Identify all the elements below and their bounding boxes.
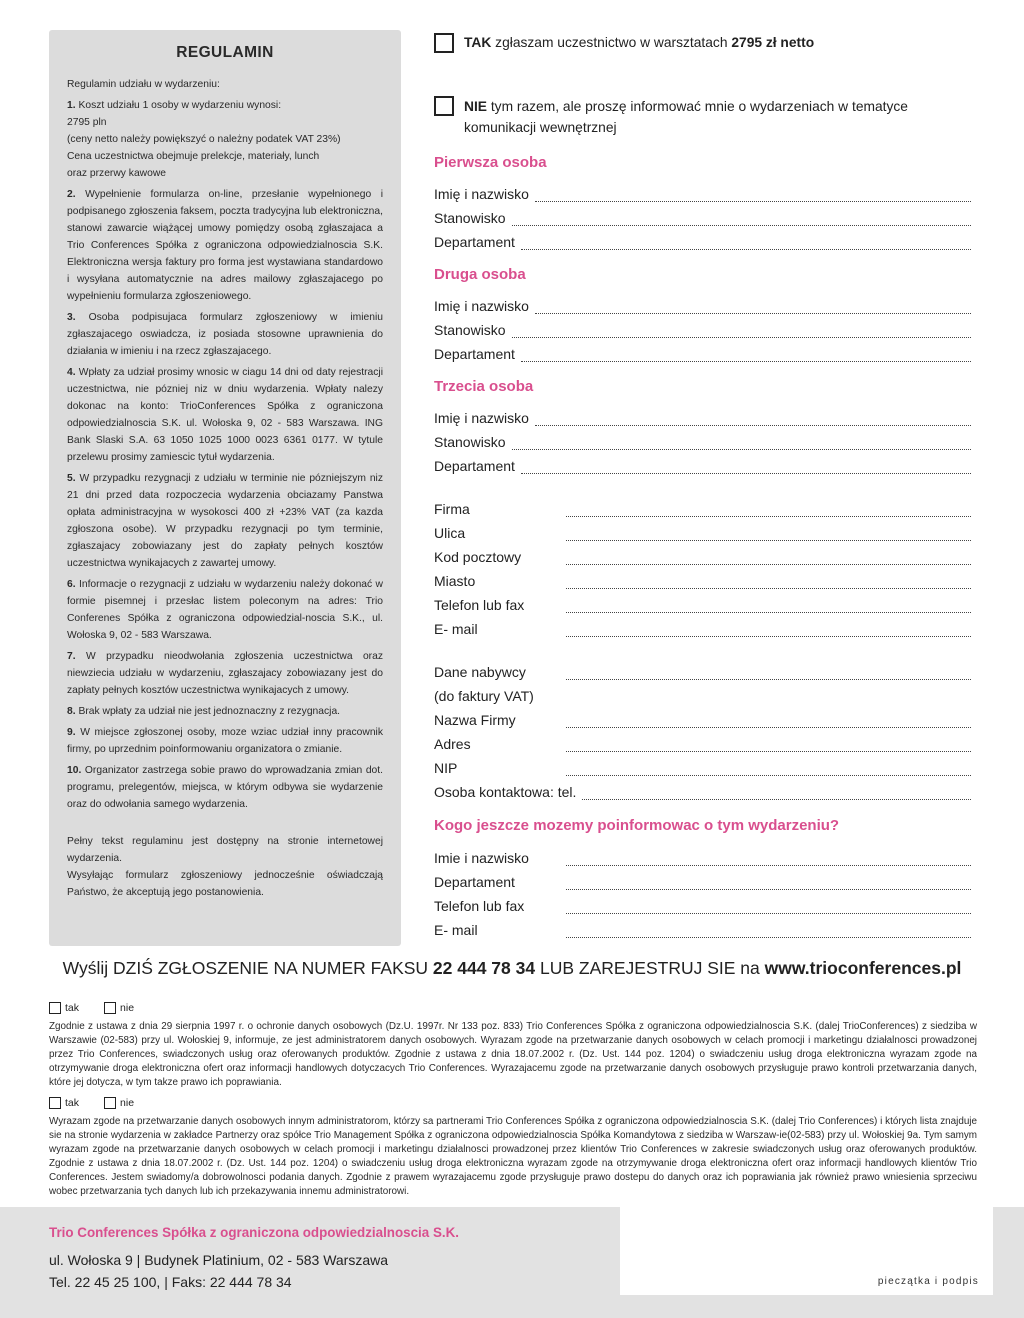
person-2-department-field[interactable]: Departament — [434, 342, 971, 362]
regulamin-p3: 3. Osoba podpisujaca formularz zgłoszeniowy w imieniu zgłaszajacego oswiadcza, iz posiada stosowne uprawnienia do działania w imieniu i na rzecz zgłaszajacego. — [67, 312, 383, 357]
stamp-label: pieczątka i podpis — [877, 1276, 979, 1287]
street-field[interactable]: Ulica — [434, 521, 971, 541]
option-tak[interactable] — [434, 33, 814, 53]
consent-2-text: Wyrazam zgode na przetwarzanie danych osobowych innym administratorom, którzy sa partnerami Trio Conferences Spółka z ograniczona odpowiedzialnoscia S.K. (dalej Trio Conferences) i których lista znajduje sie na stronie wydarzenia w zakładce Partnerzy oraz spółce Trio Management Spółka z ograniczona odpowiedzialnoscia Spółka Komandytowa z siedziba w Warszaw-ie(02-583) przy ul. Wołoskiej 9a. Tym samym wyrazam zgode na przetwarzanie danych osobowych w celach promocji i marketingu działalnosci prowadzonej przez klientów Trio Conferences w zakresie swiadczonych usług oraz oferowanych produktów. Zgodnie z ustawa z dnia 18.07.2002 r. (Dz. Ust. 144 poz. 1204) o swiadczeniu usług droga elektroniczna wyrazam zgode na otrzymywanie droga elektroniczna ofert oraz informacji handlowych klientów Trio Conferences. Jestem swiadomy/a dobrowolnosci podania danych. Zgodnie z prawem wyrazajacemu zgode przysługuje prawo dostepu do danych oraz ich poprawiania jak również prawo wniesienia sprzeciwu wobec przetwarzania tych danych lub ich przekazywania innemu administratorowi. — [49, 1116, 977, 1197]
email-field[interactable]: E- mail — [434, 617, 971, 637]
person-3-title: Trzecia osoba — [434, 378, 534, 395]
nie-label: NIE tym razem, ale proszę informować mnie o wydarzeniach w tematyce komunikacji wewnętrznej — [464, 99, 908, 135]
buyer-address-field[interactable]: Adres — [434, 732, 971, 752]
fax-number: 22 444 78 34 — [432, 958, 536, 978]
buyer-data-field[interactable]: Dane nabywcy — [434, 660, 971, 680]
consent-2-tak-checkbox[interactable] — [49, 1097, 61, 1109]
person-3-position-field[interactable]: Stanowisko — [434, 430, 971, 450]
tak-checkbox[interactable] — [434, 33, 454, 53]
phone-fax-field[interactable]: Telefon lub fax — [434, 593, 971, 613]
inform-email-field[interactable]: E- mail — [434, 918, 971, 938]
nie-checkbox[interactable] — [434, 96, 454, 116]
website-link[interactable]: www.trioconferences.pl — [764, 958, 962, 978]
consent-1-nie-checkbox[interactable] — [104, 1002, 116, 1014]
buyer-company-name-field[interactable]: Nazwa Firmy — [434, 708, 971, 728]
consent-2 — [49, 1097, 977, 1199]
footer — [0, 1207, 1024, 1318]
regulamin-title: REGULAMIN — [176, 44, 274, 61]
footer-company: Trio Conferences Spółka z ograniczona odpowiedzialnoscia S.K. — [49, 1225, 459, 1240]
regulamin-intro: Regulamin udziału w wydarzeniu: — [67, 79, 220, 90]
person-1-department-field[interactable]: Departament — [434, 230, 971, 250]
regulamin-p2: 2. Wypełnienie formularza on-line, przesłanie wypełnionego i podpisanego zgłoszenia faksem, poczta tradycyjna lub elektroniczna, stanowi zawarcie wiążącej umowy pomiędzy osobą zgłaszajaca a Trio Conferences Spółka z ograniczona odpowiedzialnoscia S.K. Elektroniczna wersja faktury pro forma jest wystawiana standardowo i wysyłana automatycznie na adres mailowy zgłaszajacego po wypełnieniu formularza zgłoszeniowego. — [67, 189, 383, 302]
footer-phone: Tel. 22 45 25 100, | Faks: 22 444 78 34 — [49, 1274, 292, 1290]
regulamin-p5: 5. W przypadku rezygnacji z udziału w terminie nie pózniejszym niz 21 dni przed data rozpoczecia wydarzenia obciazamy Panstwa opłata administracyjna w wysokosci 400 zł +23% VAT (za kazda zgłoszona osobe). W przypadku rezygnacji po tym terminie, zgłaszajacy zobowiazany jest do zapłaty pełnych kosztów uczestnictwa wynikajacych z zawartej umowy. — [67, 473, 383, 569]
person-2-title: Druga osoba — [434, 266, 526, 283]
regulamin-p9: 9. W miejsce zgłoszonej osoby, moze wziac udział inny pracownik firmy, po uprzednim poinformowaniu organizatora o zmianie. — [67, 727, 383, 755]
person-2-name-field[interactable]: Imię i nazwisko — [434, 294, 971, 314]
postal-code-field[interactable]: Kod pocztowy — [434, 545, 971, 565]
stamp-signature-box — [620, 1207, 993, 1295]
buyer-contact-field[interactable]: Osoba kontaktowa: tel. — [434, 780, 971, 800]
regulamin-panel — [49, 30, 401, 946]
regulamin-p1-price: 2795 pln — [67, 117, 107, 128]
person-3-name-field[interactable]: Imię i nazwisko — [434, 406, 971, 426]
tak-label: TAK zgłaszam uczestnictwo w warsztatach 2795 zł netto — [464, 35, 815, 50]
regulamin-p1-includes: Cena uczestnictwa obejmuje prelekcje, materiały, lunch — [67, 151, 320, 162]
consent-2-nie-checkbox[interactable] — [104, 1097, 116, 1109]
regulamin-p7: 7. W przypadku nieodwołania zgłoszenia uczestnictwa oraz niewziecia udziału w wydarzeniu, zgłaszajacy zobowiazany jest do zapłaty pełnych kosztów uczestnictwa wynikajacych z umowy. — [67, 651, 383, 696]
footer-address: ul. Wołoska 9 | Budynek Platinium, 02 - 583 Warszawa — [49, 1252, 389, 1268]
consent-2-options: tak nie — [49, 1097, 977, 1109]
inform-title: Kogo jeszcze mozemy poinformowac o tym wydarzeniu? — [434, 817, 840, 834]
regulamin-footer-b: Wysyłając formularz zgłoszeniowy jednocześnie oświadczają Państwo, że akceptują jego postanowienia. — [67, 870, 383, 898]
city-field[interactable]: Miasto — [434, 569, 971, 589]
fax-banner: Wyślij DZIŚ ZGŁOSZENIE NA NUMER FAKSU 22 444 78 34 LUB ZAREJESTRUJ SIE na www.trioconferences.pl — [62, 958, 962, 978]
consent-1-tak-checkbox[interactable] — [49, 1002, 61, 1014]
buyer-nip-field[interactable]: NIP — [434, 756, 971, 776]
inform-phone-field[interactable]: Telefon lub fax — [434, 894, 971, 914]
regulamin-p6: 6. Informacje o rezygnacji z udziału w wydarzeniu należy dokonać w formie pisemnej i przesłac listem poleconym na adres: Trio Conferenes Spółka z ograniczona odpowiedzial-noscia S.K., ul. Wołoska 9, 02 - 583 Warszawa. — [67, 579, 383, 641]
inform-name-field[interactable]: Imie i nazwisko — [434, 846, 971, 866]
person-3-department-field[interactable]: Departament — [434, 454, 971, 474]
regulamin-p1: 1. Koszt udziału 1 osoby w wydarzeniu wynosi: — [67, 100, 282, 111]
person-1-name-field[interactable]: Imię i nazwisko — [434, 182, 971, 202]
regulamin-p1-vat: (ceny netto należy powiększyć o należny podatek VAT 23%) — [67, 134, 341, 145]
person-1-position-field[interactable]: Stanowisko — [434, 206, 971, 226]
buyer-vat-note: (do faktury VAT) — [434, 688, 534, 704]
consent-1-text: Zgodnie z ustawa z dnia 29 sierpnia 1997 r. o ochronie danych osobowych (Dz.U. 1997r. Nr 133 poz. 833) Trio Conferences Spółka z ograniczona odpowiedzialnoscia S.K. (dalej TrioConferences) z siedziba w Warszawie (02-583) przy ul. Wołoskiej 9, informuje, ze jest administratorem danych osobowych. Wyrazam zgode na przetwarzanie danych osobowych w celach promocji i marketingu działalnosci prowadzonej przez Trio Conferences, swiadczonych usług oraz oferowanych produktów. Zgodnie z ustawa z dnia 18.07.2002 r. (Dz. Ust. 144 poz. 1204) o swiadczeniu usług droga elektroniczna wyrazam zgode na otrzymywanie droga elektroniczna ofert oraz informacji handlowych dotyczacych Trio Conferences. Wyrazajacemu zgode na przetwarzanie danych osobowych przysługuje prawo kontroli przetwarzania danych, które jej dotycza, w tym takze prawo ich poprawiania. — [49, 1021, 977, 1088]
regulamin-p8: 8. Brak wpłaty za udział nie jest jednoznaczny z rezygnacja. — [67, 706, 341, 717]
regulamin-p1-breaks: oraz przerwy kawowe — [67, 168, 166, 179]
consent-1-options: tak nie — [49, 1002, 977, 1014]
person-2-position-field[interactable]: Stanowisko — [434, 318, 971, 338]
option-nie[interactable] — [434, 96, 964, 138]
regulamin-p4: 4. Wpłaty za udział prosimy wnosic w ciagu 14 dni od daty rejestracji uczestnictwa, nie pózniej niz w dniu wydarzenia. Wpłaty nalezy dokonac na konto: TrioConferences Spółka z ograniczona odpowiedzialnoscia S.K. ul. Wołoska 9, 02 - 583 Warszawa. ING Bank Slaski S.A. 63 1050 1025 1000 0023 6361 0177. W tytule przelewu prosimy zamiescic tytuł wydarzenia. — [67, 367, 383, 463]
inform-department-field[interactable]: Departament — [434, 870, 971, 890]
company-field[interactable]: Firma — [434, 497, 971, 517]
person-1-title: Pierwsza osoba — [434, 154, 547, 171]
regulamin-footer-a: Pełny tekst regulaminu jest dostępny na stronie internetowej wydarzenia. — [67, 836, 383, 864]
regulamin-p10: 10. Organizator zastrzega sobie prawo do wprowadzania zmian dot. programu, prelegentów, miejsca, w którym odbywa sie wydarzenie oraz do odwołania samego wydarzenia. — [67, 765, 383, 810]
consent-1 — [49, 1002, 977, 1090]
